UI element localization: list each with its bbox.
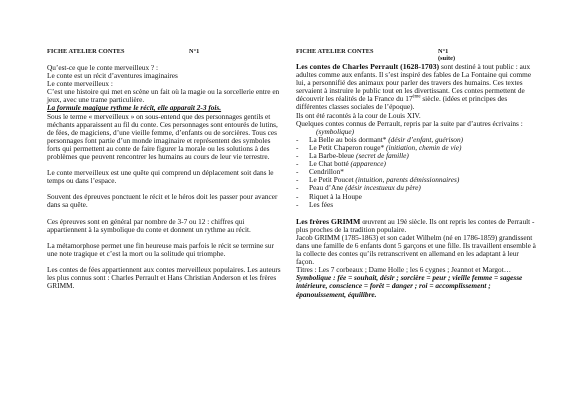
right-header-title: FICHE ATELIER CONTES [296,48,374,55]
left-header-number: N°1 [189,48,200,55]
tales-list [296,136,536,209]
perrault-paragraph [296,63,536,112]
tale-note: (apparence) [350,159,386,169]
paragraph-quest: Le conte merveilleux est une quête qui comprend un déplacement soit dans le temps ou dans l’espace. [47,168,274,186]
magic-formula: La formule magique rythme le récit, elle apparaît 2-3 fois. [47,103,222,113]
list-item [296,201,536,209]
symbolique-text: Symbolique : fée = souhait, désir ; sorcière = peur ; vieille femme = sagesse intérieure, conscience = forêt = danger ; roi = accomplissement ; épanouissement, équilibre. [296,273,523,299]
paragraph-metamorphosis: La métamorphose permet une fin heureuse mais parfois le récit se termine sur une note tragique et c’est la mort ou la solitude qui triomphe. [47,240,274,258]
tale-title: Peau d’Ane [309,183,344,193]
grimm-titles: Titres : Les 7 corbeaux ; Dame Holle ; les 6 cygnes ; Jeannot et Margot… [296,265,512,275]
tale-note: (intuition, parents démissionnaires) [355,175,460,185]
perrault-known-text: Quelques contes connus de Perrault, repris par la suite par d’autres écrivains : [296,118,523,128]
intro-line-4: C’est une histoire qui met en scène un fait où la magie ou la sorcellerie entre en jeux, avec une trame particulière. [47,87,280,105]
left-header-title: FICHE ATELIER CONTES [47,48,125,55]
tale-title: La Belle au bois dormant* [309,134,387,144]
tale-title: Les fées [309,199,334,209]
paragraph-numbers: Ces épreuves sont en général par nombre de 3-7 ou 12 : chiffres qui appartiennent à la symbolique du conte et donnent un rythme au récit. [47,216,251,234]
grimm-title: Les frères GRIMM [296,216,361,226]
paragraph-authors: Les contes de fées appartiennent aux contes merveilleux populaires. Les auteurs les plus connus sont : Charles Perrault et Hans Christian Anderson et les frères GRIMM. [47,264,281,291]
paragraph-trials: Souvent des épreuves ponctuent le récit et le héros doit les passer pour avancer dans sa quête. [47,192,278,210]
grimm-paragraph [296,218,536,234]
grimm-text: œuvrent au 19è siècle. Ils ont repris les contes de Perrault - plus proches de la tradition populaire. [296,216,535,234]
right-header-number: N°1 (suite) [438,48,456,62]
left-header [47,48,200,55]
tale-title: Riquet à la Houpe [309,191,362,201]
tale-note: (secret de famille) [356,151,409,161]
tale-title: Cendrillon* [309,167,344,177]
tale-title: La Barbe-bleue [309,151,355,161]
tale-title: Le Chat botté [309,159,349,169]
intro-line-3: Le conte merveilleux : [47,79,113,89]
intro-line-1: Qu’est-ce que le conte merveilleux ? : [47,63,159,72]
tale-note: (désir incestueux du père) [345,183,421,193]
perrault-text-a: sont destiné à tout public : aux adultes comme aux enfants. Il s’est inspiré des fables de La Fontaine qui comme lui, a personnifié des animaux pour parler des travers des humains. Ces textes servaient à instruire le public tout en les divertissant. Ces contes permettent de découvrir les réalités de la France du 17 [296,62,532,104]
right-body [296,63,536,299]
perrault-text-b: siècle. (idées et principes des différentes classes sociales de l’époque). [296,94,508,112]
tale-note: (initiation, chemin de vie) [386,142,462,152]
intro-line-2: Le conte est un récit d’aventures imaginaires [47,71,178,81]
right-header [296,48,456,62]
tale-note: (désir d’enfant, guérison) [388,134,464,144]
perrault-known-intro [296,120,536,136]
perrault-court: Ils ont été racontés à la cour de Louis XIV. [296,110,421,120]
left-body [47,64,282,290]
paragraph-characters: Sous le terme « merveilleux » on sous-entend que des personnages gentils et méchants apparaissent au fil du conte. Ces personnages sont entourés de lutins, de fées, de magiciens, d’une vieille femme, d’enfants ou de sorcières. Tous ces personnages font partie d’un monde imaginaire et représentent des symboles forts qui permettent au conte de faire figurer la morale ou les solutions à des problèmes que peuvent rencontrer les humains au cours de leur vie terrestre. [47,111,278,162]
tale-title: Le Petit Chaperon rouge* [309,142,385,152]
symbolique-label: (symbolique) [316,126,355,136]
perrault-sup: ème [412,94,421,100]
tale-title: Le Petit Poucet [309,175,354,185]
grimm-biography: Jacob GRIMM (1785-1863) et son cadet Wilhelm (né en 1786-1859) grandissent dans une famille de 6 enfants dont 5 garçons et une fille. Ils travaillent ensemble à la collecte des contes qu’ils retranscrivent en allemand en les adaptant à leur façon. [296,232,536,267]
perrault-title: Les contes de Charles Perrault (1628-1703) [296,62,440,71]
